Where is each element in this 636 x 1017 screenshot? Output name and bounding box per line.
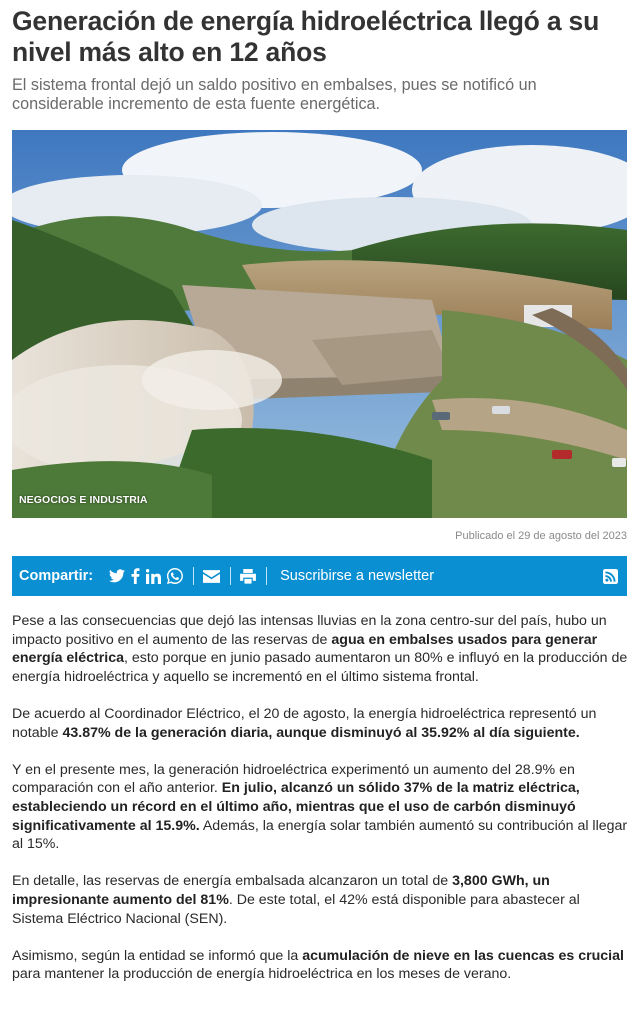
article-paragraph	[12, 872, 628, 928]
paragraph-text: Pese a las consecuencias que dejó las intensas lluvias en la zona centro-sur del país, hubo un impacto positivo en el aumento de las reservas de	[12, 613, 607, 648]
article-paragraph	[12, 761, 628, 854]
paragraph-highlight: En julio, alcanzó un sólido 37% de la matriz eléctrica, estableciendo un récord en el último año, mientras que el uso de carbón disminuyó significativamente al 15.9%.	[12, 780, 580, 834]
share-bar	[12, 556, 627, 596]
hero-image	[12, 130, 627, 518]
share-label: Compartir:	[19, 568, 94, 584]
print-icon[interactable]	[240, 566, 256, 586]
category-tag[interactable]: NEGOCIOS E INDUSTRIA	[19, 494, 148, 506]
newsletter-link[interactable]: Suscribirse a newsletter	[280, 568, 435, 584]
rss-icon[interactable]	[603, 566, 618, 586]
paragraph-text: para mantener la producción de energía hidroeléctrica en los meses de verano.	[12, 966, 512, 983]
article-headline: Generación de energía hidroeléctrica llegó a su nivel más alto en 12 años	[12, 6, 600, 67]
article-subtitle: El sistema frontal dejó un saldo positivo en embalses, pues se notificó un considerable incremento de esta fuente energética.	[12, 76, 537, 113]
paragraph-text: , esto porque en junio pasado aumentaron un 80% e influyó en la producción de energía hidroeléctrica y aquello se incrementó en el último sistema frontal.	[12, 650, 628, 685]
article-paragraph	[12, 705, 628, 742]
paragraph-text: En detalle, las reservas de energía embalsada alcanzaron un total de	[12, 873, 453, 890]
paragraph-highlight: agua en embalses usados para generar energía eléctrica	[12, 631, 598, 667]
paragraph-text: . De este total, el 42% está disponible para abastecer al Sistema Eléctrico Nacional (SEN).	[12, 891, 580, 927]
linkedin-icon[interactable]	[146, 566, 161, 586]
facebook-icon[interactable]	[131, 566, 140, 586]
paragraph-text: Asimismo, según la entidad se informó que la	[12, 947, 303, 964]
share-divider	[193, 567, 194, 585]
article-paragraph	[12, 612, 628, 686]
paragraph-highlight: 3,800 GWh, un impresionante aumento del 81%	[12, 873, 550, 908]
publish-date: Publicado el 29 de agosto del 2023	[455, 530, 627, 542]
paragraph-highlight: acumulación de nieve en las cuencas es crucial	[302, 947, 624, 964]
dam-photo-illustration	[12, 130, 627, 518]
paragraph-text: Y en el presente mes, la generación hidroeléctrica experimentó un aumento del 28.9% en comparación con el año anterior.	[12, 761, 575, 797]
share-divider	[230, 567, 231, 585]
paragraph-text: Además, la energía solar también aumentó su contribución al llegar al 15%.	[12, 817, 628, 853]
twitter-icon[interactable]	[109, 566, 125, 586]
share-divider	[266, 567, 267, 585]
article-paragraph	[12, 947, 628, 984]
email-icon[interactable]	[203, 566, 220, 586]
paragraph-highlight: 43.87% de la generación diaria, aunque disminuyó al 35.92% al día siguiente.	[62, 724, 580, 741]
whatsapp-icon[interactable]	[167, 566, 183, 586]
article-body	[12, 612, 628, 1002]
paragraph-text: De acuerdo al Coordinador Eléctrico, el 20 de agosto, la energía hidroeléctrica representó un notable	[12, 705, 597, 741]
